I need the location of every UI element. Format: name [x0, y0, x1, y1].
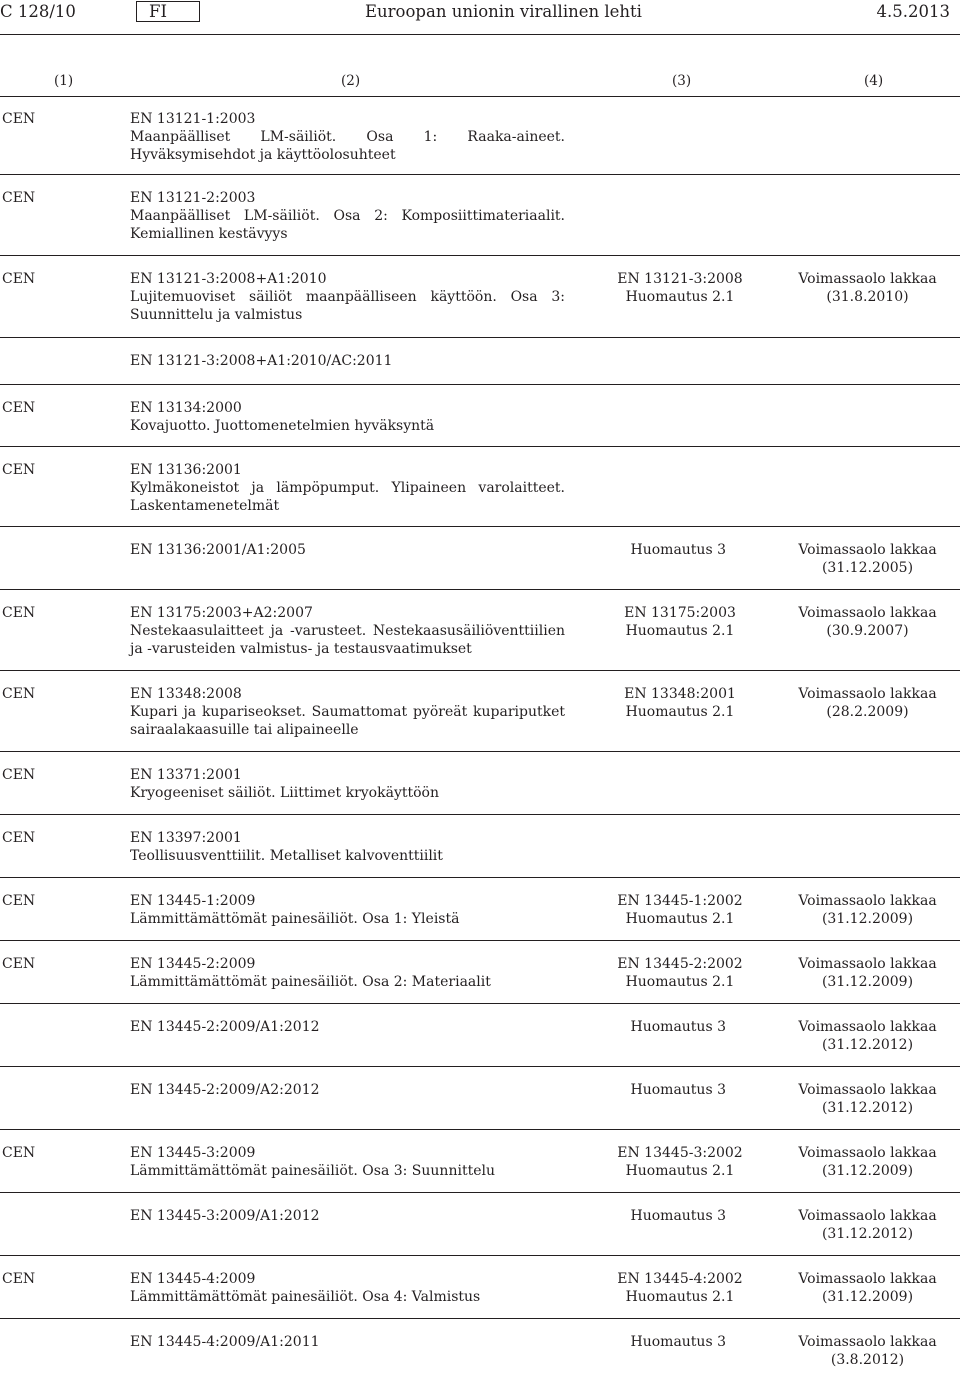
standard-reference: EN 13445-4:2009	[130, 1271, 256, 1287]
standard-title: Maanpäälliset LM-säiliöt. Osa 2: Komposiittimateriaalit. Kemiallinen kestävyys	[130, 208, 565, 242]
organisation: CEN	[2, 400, 36, 416]
standard-title: Kupari ja kupariseokset. Saumattomat pyöreät kupariputket sairaalakaasuille tai alipaineelle	[130, 704, 565, 738]
organisation: CEN	[2, 956, 36, 972]
standard-title: Kryogeeniset säiliöt. Liittimet kryokäyttöön	[130, 785, 439, 801]
superseded-reference: EN 13121-3:2008	[617, 271, 743, 287]
publication-title: Euroopan unionin virallinen lehti	[365, 2, 642, 21]
standard-reference: EN 13445-3:2009/A1:2012	[130, 1208, 320, 1224]
standard-title: Lujitemuoviset säiliöt maanpäälliseen käyttöön. Osa 3: Suunnittelu ja valmistus	[130, 289, 565, 323]
superseded-reference: EN 13445-3:2002	[617, 1145, 743, 1161]
cessation-label: Voimassaolo lakkaa	[798, 1145, 937, 1161]
standard-reference: EN 13445-2:2009/A1:2012	[130, 1019, 320, 1035]
standard-reference: EN 13445-2:2009	[130, 956, 256, 972]
superseded-reference: EN 13445-4:2002	[617, 1271, 743, 1287]
cessation-label: Voimassaolo lakkaa	[798, 1019, 937, 1035]
table-row	[0, 1004, 960, 1067]
superseded-standard	[600, 955, 760, 991]
standard-title: Lämmittämättömät painesäiliöt. Osa 2: Materiaalit	[130, 974, 491, 990]
table-row	[0, 590, 960, 671]
superseded-note: Huomautus 3	[630, 542, 726, 558]
standard-reference: EN 13121-2:2003	[130, 190, 256, 206]
standard-reference: EN 13121-3:2008+A1:2010/AC:2011	[130, 353, 393, 369]
cessation-label: Voimassaolo lakkaa	[798, 956, 937, 972]
table-row	[0, 256, 960, 338]
standard-reference: EN 13121-3:2008+A1:2010	[130, 271, 327, 287]
cessation-date	[795, 1018, 940, 1054]
standard-cell	[130, 352, 565, 370]
standard-reference: EN 13371:2001	[130, 767, 242, 783]
standard-reference: EN 13175:2003+A2:2007	[130, 605, 313, 621]
table-row	[0, 878, 960, 941]
superseded-note: Huomautus 3	[630, 1082, 726, 1098]
superseded-standard	[600, 1333, 726, 1351]
cessation-label: Voimassaolo lakkaa	[798, 1271, 937, 1287]
cessation-label: Voimassaolo lakkaa	[798, 893, 937, 909]
standard-cell	[130, 1018, 565, 1036]
superseded-standard	[600, 604, 760, 640]
superseded-standard	[600, 1270, 760, 1306]
cessation-label: Voimassaolo lakkaa	[798, 1082, 937, 1098]
standard-cell	[130, 1270, 565, 1306]
standard-cell	[130, 270, 565, 324]
cessation-date	[795, 1081, 940, 1117]
standard-reference: EN 13445-1:2009	[130, 893, 256, 909]
superseded-standard	[600, 1081, 726, 1099]
organisation: CEN	[2, 1271, 36, 1287]
standard-title: Lämmittämättömät painesäiliöt. Osa 1: Yleistä	[130, 911, 460, 927]
cessation-date	[795, 1270, 940, 1306]
cessation-date	[795, 1207, 940, 1243]
standard-cell	[130, 829, 565, 865]
superseded-note: Huomautus 2.1	[625, 911, 735, 927]
standard-cell	[130, 110, 565, 164]
standard-cell	[130, 766, 565, 802]
standard-reference: EN 13136:2001	[130, 462, 242, 478]
organisation: CEN	[2, 767, 36, 783]
standard-cell	[130, 461, 565, 515]
table-row	[0, 175, 960, 256]
superseded-reference: EN 13348:2001	[624, 686, 736, 702]
standard-reference: EN 13134:2000	[130, 400, 242, 416]
organisation: CEN	[2, 893, 36, 909]
superseded-note: Huomautus 2.1	[625, 289, 735, 305]
standard-title: Lämmittämättömät painesäiliöt. Osa 4: Valmistus	[130, 1289, 481, 1305]
standard-reference: EN 13397:2001	[130, 830, 242, 846]
standard-cell	[130, 399, 565, 435]
cessation-label: Voimassaolo lakkaa	[798, 271, 937, 287]
standard-cell	[130, 1081, 565, 1099]
table-row	[0, 815, 960, 878]
cessation-date	[795, 1144, 940, 1180]
table-row	[0, 447, 960, 527]
cessation-label: Voimassaolo lakkaa	[798, 1208, 937, 1224]
organisation: CEN	[2, 190, 36, 206]
table-row	[0, 338, 960, 385]
organisation: CEN	[2, 686, 36, 702]
table-row	[0, 1067, 960, 1130]
table-row	[0, 941, 960, 1004]
cessation-date	[795, 685, 940, 721]
standard-reference: EN 13121-1:2003	[130, 111, 256, 127]
superseded-note: Huomautus 2.1	[625, 623, 735, 639]
standard-reference: EN 13445-4:2009/A1:2011	[130, 1334, 320, 1350]
standard-cell	[130, 541, 565, 559]
standard-cell	[130, 1144, 565, 1180]
cessation-date	[795, 604, 940, 640]
page-reference: C 128/10	[0, 2, 76, 21]
standard-cell	[130, 189, 565, 243]
table-row	[0, 1256, 960, 1319]
cessation-label: Voimassaolo lakkaa	[798, 542, 937, 558]
superseded-note: Huomautus 3	[630, 1208, 726, 1224]
table-row	[0, 527, 960, 590]
column-header-1: (1)	[54, 73, 74, 89]
standard-cell	[130, 955, 565, 991]
organisation: CEN	[2, 271, 36, 287]
cessation-label: Voimassaolo lakkaa	[798, 605, 937, 621]
superseded-reference: EN 13175:2003	[624, 605, 736, 621]
language-code: FI	[136, 1, 200, 22]
superseded-standard	[600, 892, 760, 928]
standard-reference: EN 13348:2008	[130, 686, 242, 702]
standard-cell	[130, 1207, 565, 1225]
standard-cell	[130, 685, 565, 739]
standard-title: Lämmittämättömät painesäiliöt. Osa 3: Suunnittelu	[130, 1163, 495, 1179]
table-row	[0, 671, 960, 752]
superseded-standard	[600, 685, 760, 721]
cessation-value: (31.12.2012)	[821, 1226, 914, 1242]
superseded-reference: EN 13445-2:2002	[617, 956, 743, 972]
cessation-label: Voimassaolo lakkaa	[798, 686, 937, 702]
standard-title: Teollisuusventtiilit. Metalliset kalvoventtiilit	[130, 848, 443, 864]
superseded-standard	[600, 270, 760, 306]
standard-title: Kylmäkoneistot ja lämpöpumput. Ylipaineen varolaitteet. Laskentamenetelmät	[130, 480, 565, 514]
cessation-value: (31.12.2009)	[821, 1163, 914, 1179]
cessation-value: (31.12.2009)	[821, 1289, 914, 1305]
standard-cell	[130, 1333, 565, 1351]
table-row	[0, 1193, 960, 1256]
organisation: CEN	[2, 830, 36, 846]
standard-reference: EN 13445-3:2009	[130, 1145, 256, 1161]
superseded-note: Huomautus 2.1	[625, 1289, 735, 1305]
column-header-4: (4)	[864, 73, 884, 89]
cessation-label: Voimassaolo lakkaa	[798, 1334, 937, 1350]
superseded-standard	[600, 1144, 760, 1180]
page-header	[0, 0, 960, 30]
cessation-value: (31.12.2012)	[821, 1037, 914, 1053]
superseded-note: Huomautus 3	[630, 1334, 726, 1350]
standard-cell	[130, 604, 565, 658]
superseded-note: Huomautus 2.1	[625, 1163, 735, 1179]
standards-table	[0, 96, 960, 1382]
superseded-standard	[600, 541, 726, 559]
standard-reference: EN 13445-2:2009/A2:2012	[130, 1082, 320, 1098]
organisation: CEN	[2, 462, 36, 478]
standard-title: Kovajuotto. Juottomenetelmien hyväksyntä	[130, 418, 435, 434]
cessation-value: (30.9.2007)	[826, 623, 909, 639]
cessation-value: (31.12.2005)	[821, 560, 914, 576]
cessation-date	[795, 1333, 940, 1369]
superseded-reference: EN 13445-1:2002	[617, 893, 743, 909]
publication-date: 4.5.2013	[876, 2, 950, 21]
cessation-date	[795, 892, 940, 928]
superseded-standard	[600, 1018, 726, 1036]
standard-title: Nestekaasulaitteet ja -varusteet. Nestekaasusäiliöventtiilien ja -varusteiden valmistus- ja testausvaatimukset	[130, 623, 565, 657]
column-header-2: (2)	[341, 73, 361, 89]
superseded-note: Huomautus 2.1	[625, 974, 735, 990]
standard-title: Maanpäälliset LM-säiliöt. Osa 1: Raaka-aineet. Hyväksymisehdot ja käyttöolosuhteet	[130, 129, 565, 163]
standard-cell	[130, 892, 565, 928]
table-row	[0, 1319, 960, 1382]
cessation-date	[795, 541, 940, 577]
table-row	[0, 96, 960, 175]
organisation: CEN	[2, 111, 36, 127]
table-row	[0, 752, 960, 815]
superseded-note: Huomautus 2.1	[625, 704, 735, 720]
cessation-date	[795, 955, 940, 991]
header-rule	[0, 34, 960, 35]
standard-reference: EN 13136:2001/A1:2005	[130, 542, 306, 558]
column-header-3: (3)	[672, 73, 692, 89]
cessation-value: (31.12.2009)	[821, 974, 914, 990]
cessation-value: (3.8.2012)	[830, 1352, 905, 1368]
superseded-standard	[600, 1207, 726, 1225]
cessation-value: (31.8.2010)	[826, 289, 909, 305]
column-headers	[0, 72, 960, 92]
cessation-value: (31.12.2009)	[821, 911, 914, 927]
organisation: CEN	[2, 605, 36, 621]
cessation-value: (28.2.2009)	[826, 704, 909, 720]
cessation-value: (31.12.2012)	[821, 1100, 914, 1116]
table-row	[0, 1130, 960, 1193]
organisation: CEN	[2, 1145, 36, 1161]
superseded-note: Huomautus 3	[630, 1019, 726, 1035]
cessation-date	[795, 270, 940, 306]
table-row	[0, 385, 960, 447]
